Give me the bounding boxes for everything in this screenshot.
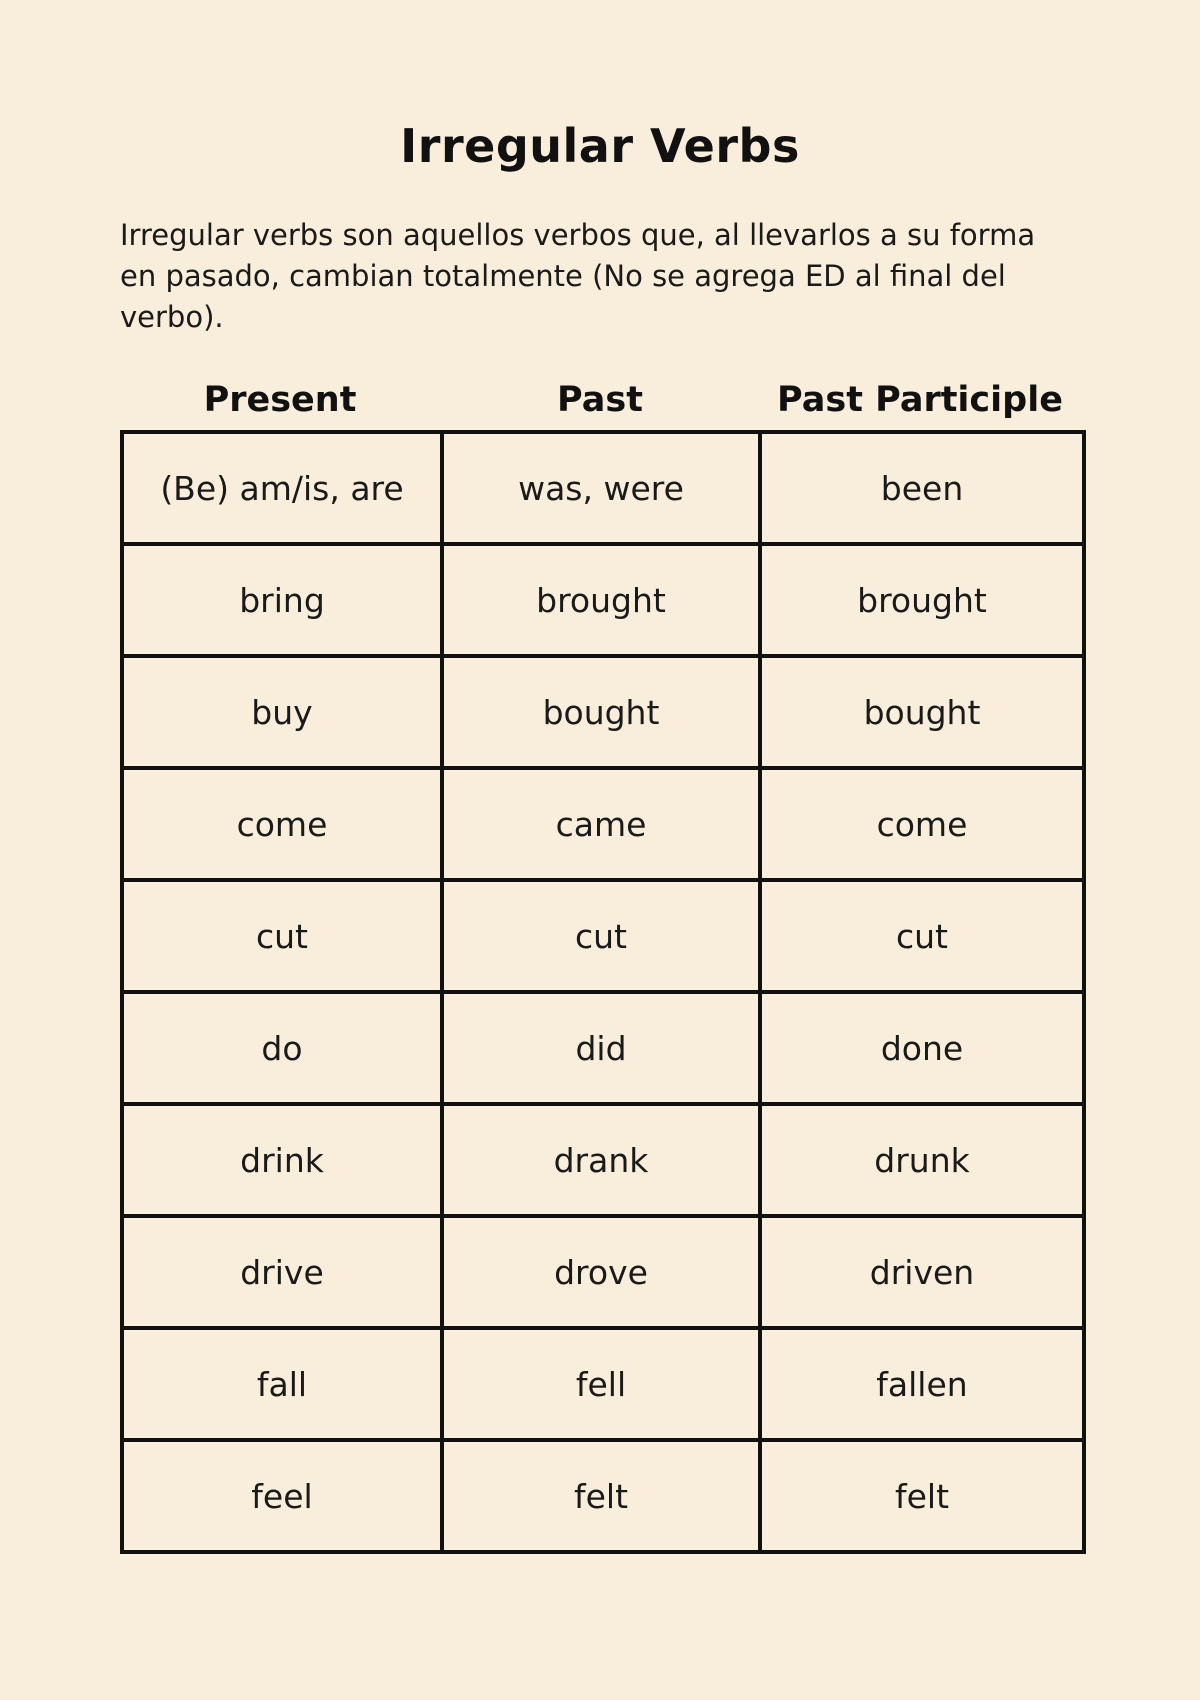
cell-past-participle: fallen xyxy=(760,1328,1084,1440)
cell-past: was, were xyxy=(442,432,760,544)
cell-past-participle: felt xyxy=(760,1440,1084,1552)
table-row xyxy=(122,432,1084,544)
header-past-participle: Past Participle xyxy=(777,380,1063,420)
cell-present: drive xyxy=(122,1216,442,1328)
cell-present: (Be) am/is, are xyxy=(122,432,442,544)
table-row xyxy=(122,1104,1084,1216)
verbs-table xyxy=(120,430,1086,1554)
header-present: Present xyxy=(203,380,357,420)
cell-past: cut xyxy=(442,880,760,992)
cell-past: came xyxy=(442,768,760,880)
page-title: Irregular Verbs xyxy=(400,118,800,173)
table-row xyxy=(122,1440,1084,1552)
cell-past-participle: come xyxy=(760,768,1084,880)
cell-past-participle: done xyxy=(760,992,1084,1104)
cell-present: fall xyxy=(122,1328,442,1440)
cell-past-participle: driven xyxy=(760,1216,1084,1328)
cell-past: brought xyxy=(442,544,760,656)
table-row xyxy=(122,880,1084,992)
cell-past: fell xyxy=(442,1328,760,1440)
cell-present: drink xyxy=(122,1104,442,1216)
table-row xyxy=(122,992,1084,1104)
table-row xyxy=(122,544,1084,656)
cell-past: drank xyxy=(442,1104,760,1216)
cell-past-participle: cut xyxy=(760,880,1084,992)
table-row xyxy=(122,1328,1084,1440)
cell-present: do xyxy=(122,992,442,1104)
column-headers xyxy=(120,380,1080,430)
cell-present: bring xyxy=(122,544,442,656)
cell-past: felt xyxy=(442,1440,760,1552)
cell-present: come xyxy=(122,768,442,880)
table-row xyxy=(122,768,1084,880)
header-past: Past xyxy=(557,380,643,420)
cell-past-participle: drunk xyxy=(760,1104,1084,1216)
cell-past: bought xyxy=(442,656,760,768)
table-row xyxy=(122,1216,1084,1328)
table-row xyxy=(122,656,1084,768)
cell-present: buy xyxy=(122,656,442,768)
cell-present: feel xyxy=(122,1440,442,1552)
cell-past: drove xyxy=(442,1216,760,1328)
intro-paragraph: Irregular verbs son aquellos verbos que, al llevarlos a su forma en pasado, cambian totalmente (No se agrega ED al final del verbo). xyxy=(120,218,1036,334)
cell-present: cut xyxy=(122,880,442,992)
cell-past-participle: brought xyxy=(760,544,1084,656)
cell-past-participle: bought xyxy=(760,656,1084,768)
cell-past-participle: been xyxy=(760,432,1084,544)
cell-past: did xyxy=(442,992,760,1104)
